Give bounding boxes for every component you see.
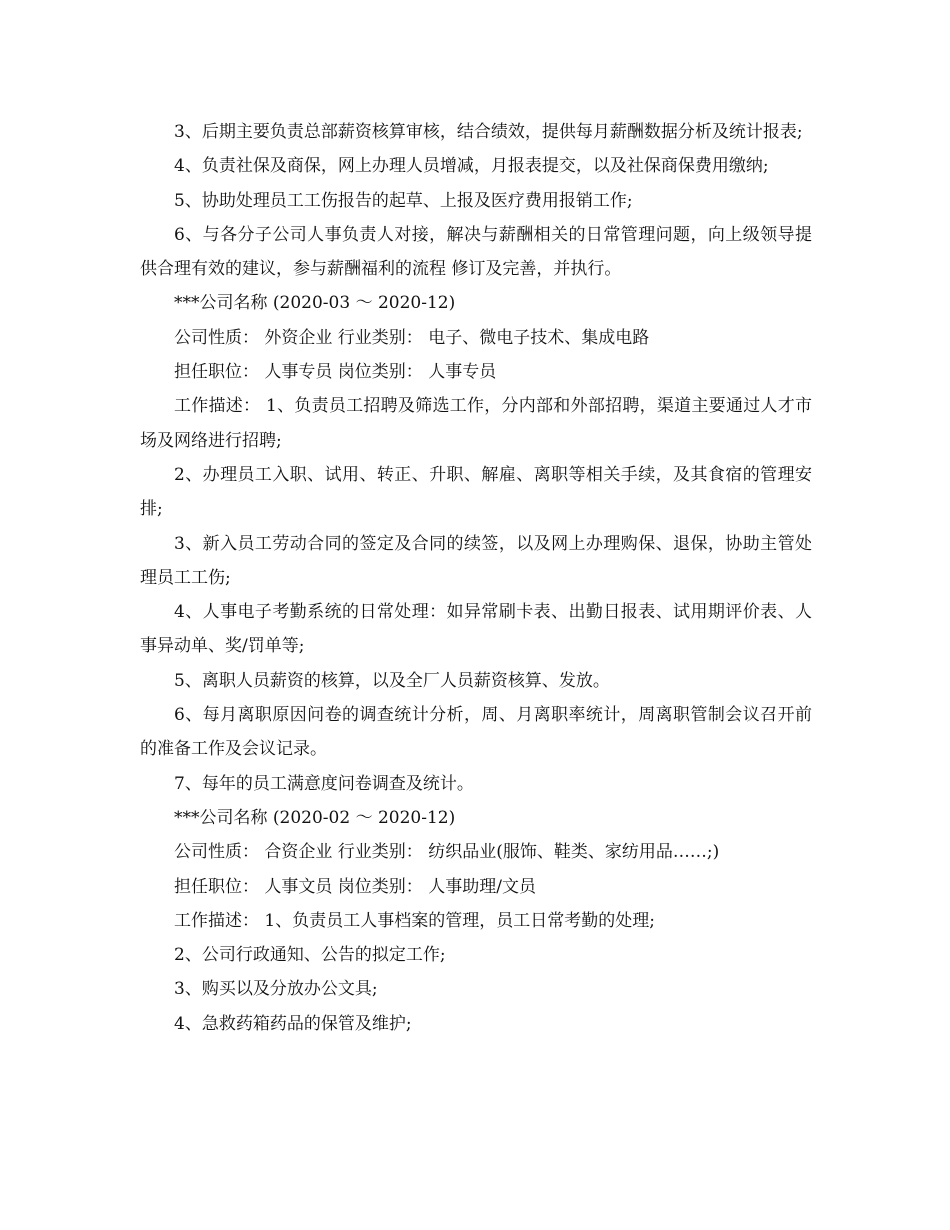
paragraph-attendance-system: 4、人事电子考勤系统的日常处理：如异常刷卡表、出勤日报表、试用期评价表、人事异动单、奖/罚单等;	[140, 602, 812, 657]
position-1: 担任职位： 人事专员 岗位类别： 人事专员	[174, 362, 497, 383]
paragraph-labor-contract: 3、新入员工劳动合同的签定及合同的续签，以及网上办理购保、退保，协助主管处理员工工伤;	[140, 533, 812, 588]
paragraph-salary-audit: 3、后期主要负责总部薪资核算审核，结合绩效，提供每月薪酬数据分析及统计报表;	[174, 122, 803, 142]
job-description-1: 工作描述： 1、负责员工招聘及筛选工作，分内部和外部招聘，渠道主要通过人才市场及网络进行招聘;	[140, 396, 812, 451]
paragraph-injury-report: 5、协助处理员工工伤报告的起草、上报及医疗费用报销工作;	[174, 190, 633, 211]
paragraph-admin-notices: 2、公司行政通知、公告的拟定工作;	[174, 945, 446, 966]
company-heading-1: ***公司名称 (2020-03 ～ 2020-12)	[174, 293, 456, 314]
position-2: 担任职位： 人事文员 岗位类别： 人事助理/文员	[174, 876, 536, 897]
company-nature-2: 公司性质： 合资企业 行业类别： 纺织品业(服饰、鞋类、家纺用品……;)	[174, 842, 720, 863]
job-description-2: 工作描述： 1、负责员工人事档案的管理，员工日常考勤的处理;	[174, 910, 655, 931]
paragraph-office-supplies: 3、购买以及分放办公文具;	[174, 979, 378, 1000]
company-heading-2: ***公司名称 (2020-02 ～ 2020-12)	[174, 807, 456, 828]
paragraph-turnover-survey: 6、每月离职原因问卷的调查统计分析，周、月离职率统计，周离职管制会议召开前的准备工作及会议记录。	[140, 705, 812, 760]
company-nature-1: 公司性质： 外资企业 行业类别： 电子、微电子技术、集成电路	[174, 327, 650, 348]
paragraph-hr-liaison: 6、与各分子公司人事负责人对接，解决与薪酬相关的日常管理问题，向上级领导提供合理有效的建议，参与薪酬福利的流程 修订及完善，并执行。	[140, 224, 812, 280]
paragraph-onboarding: 2、办理员工入职、试用、转正、升职、解雇、离职等相关手续，及其食宿的管理安排;	[140, 464, 812, 520]
paragraph-satisfaction-survey: 7、每年的员工满意度问卷调查及统计。	[174, 773, 474, 794]
paragraph-social-insurance: 4、负责社保及商保，网上办理人员增减，月报表提交，以及社保商保费用缴纳;	[174, 156, 769, 177]
paragraph-severance-pay: 5、离职人员薪资的核算，以及全厂人员薪资核算、发放。	[174, 670, 610, 691]
paragraph-first-aid-kit: 4、急救药箱药品的保管及维护;	[174, 1013, 412, 1034]
document-body	[140, 115, 812, 1041]
